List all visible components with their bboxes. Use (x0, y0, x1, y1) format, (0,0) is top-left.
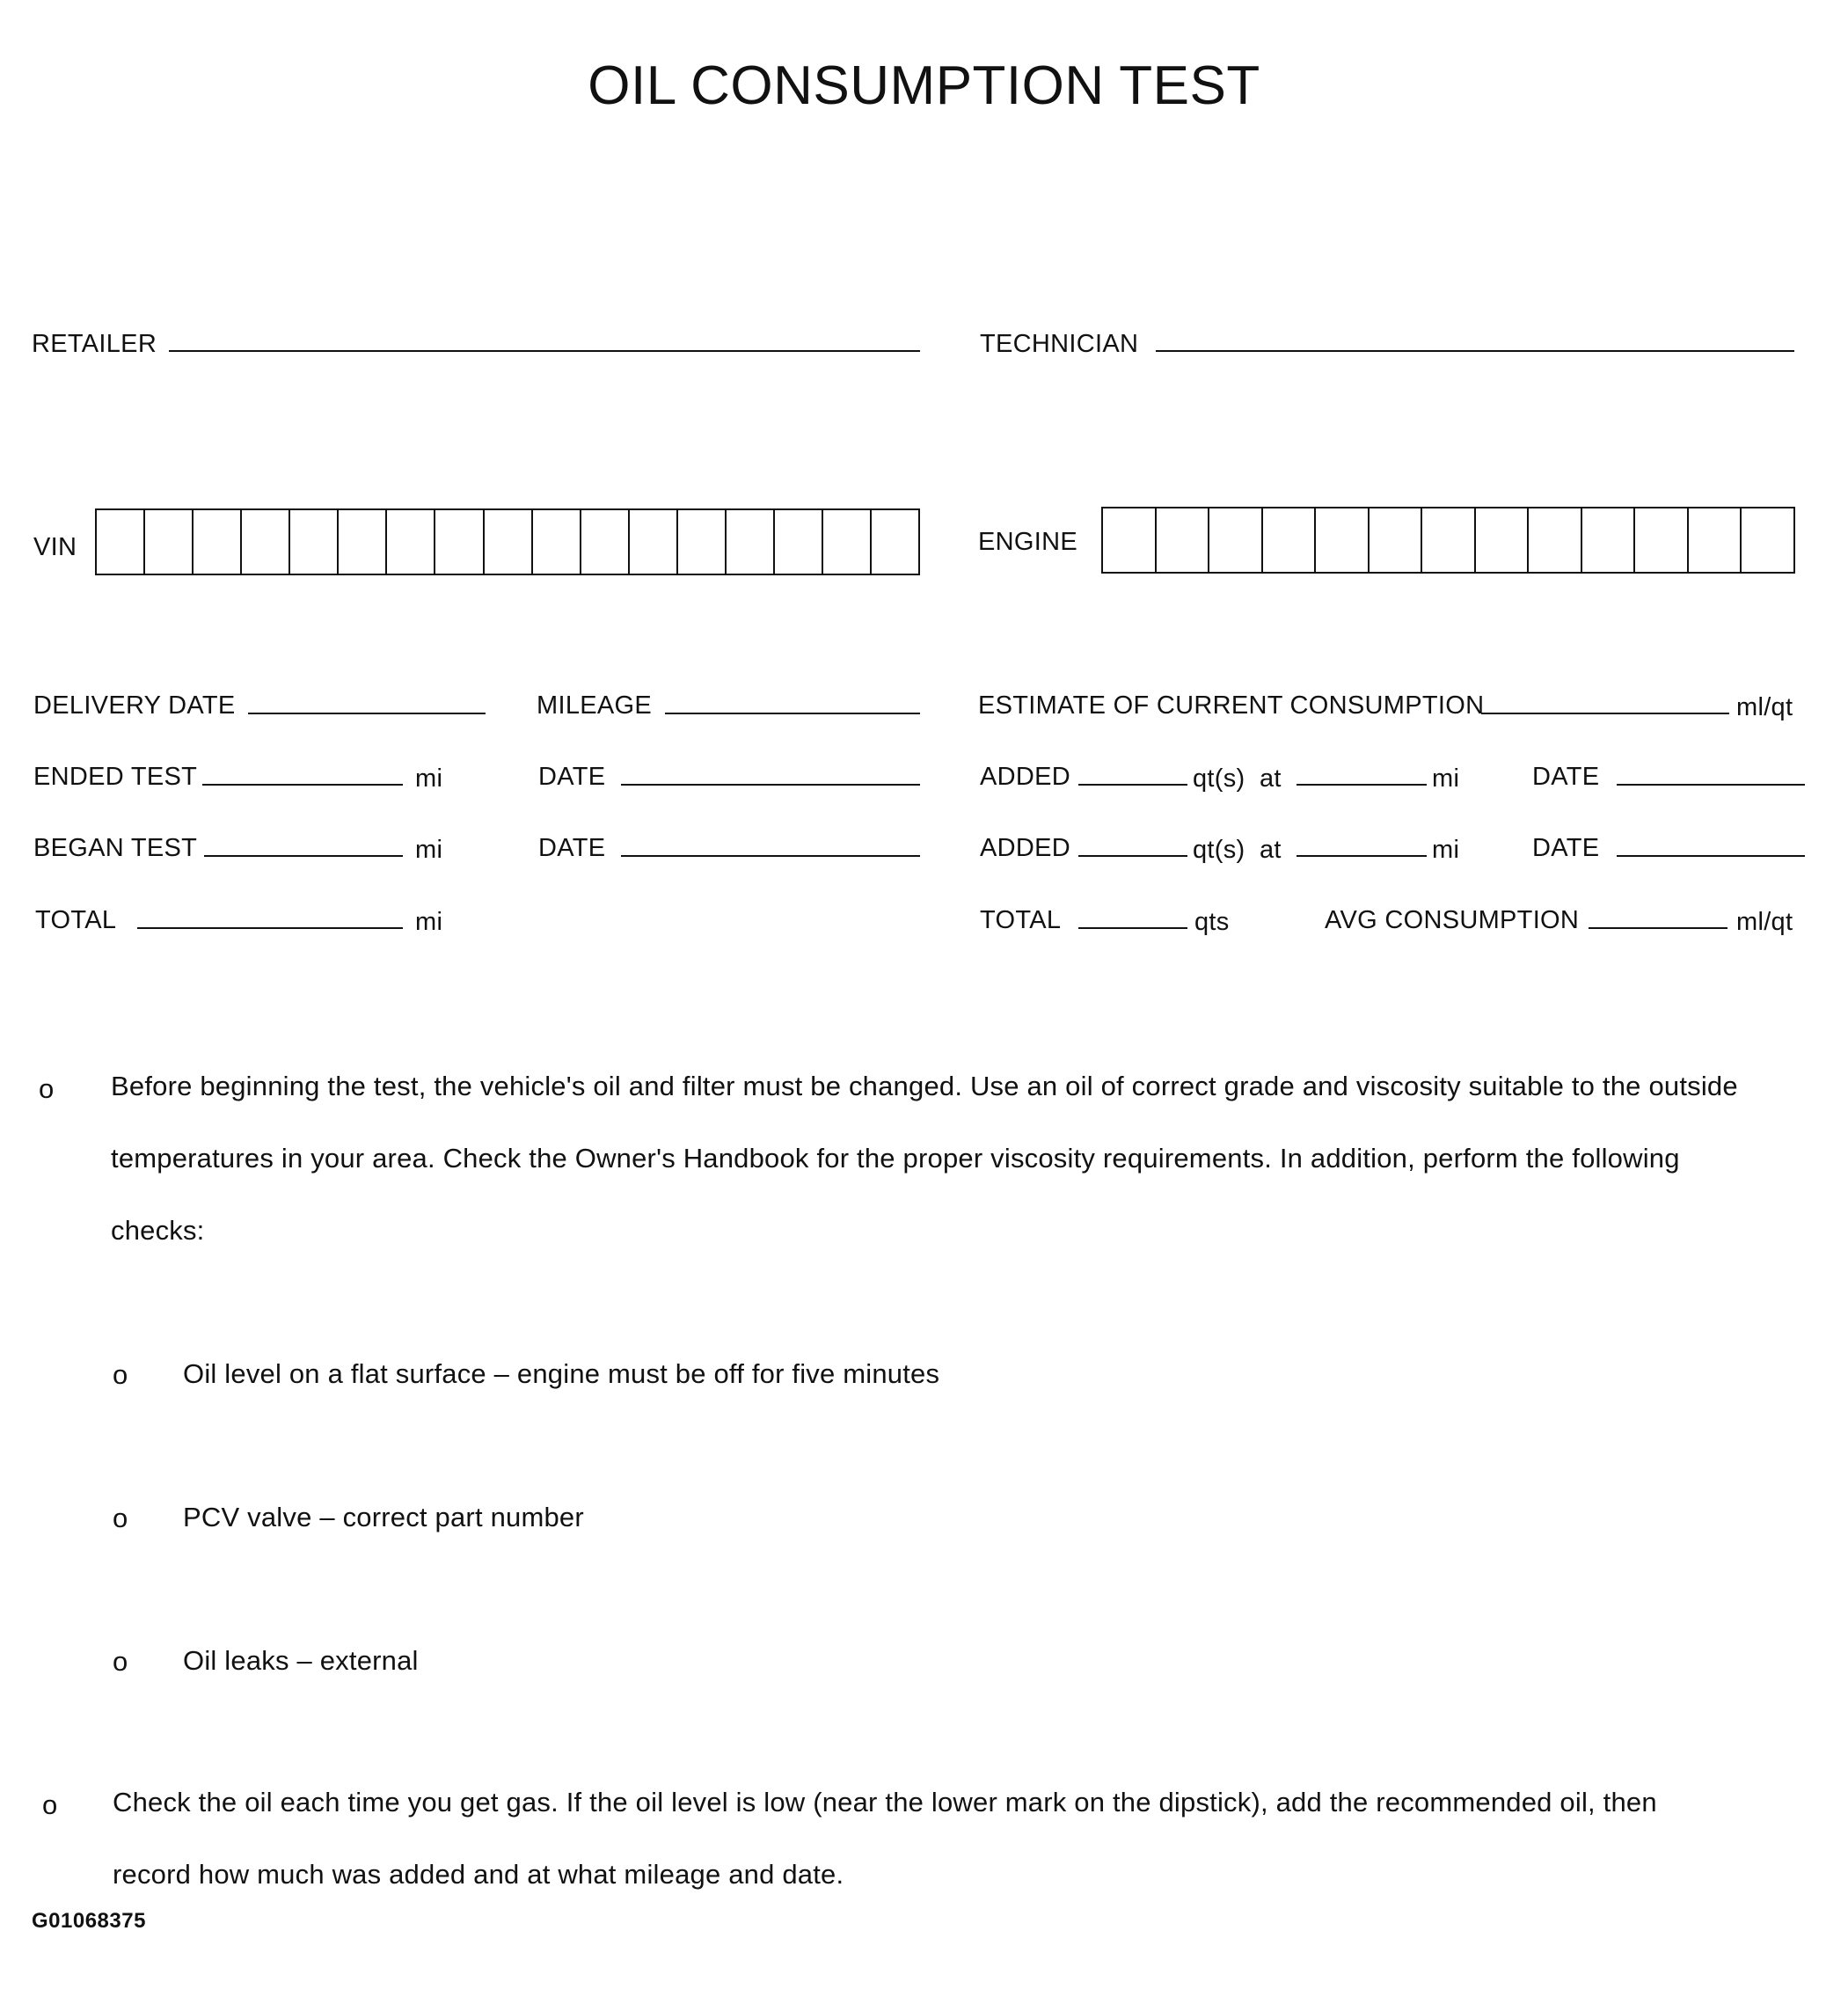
total-qts-label: TOTAL (980, 906, 1062, 934)
engine-box-13[interactable] (1742, 508, 1793, 572)
retailer-field[interactable] (169, 350, 920, 352)
estimate-unit: ml/qt (1736, 693, 1793, 721)
total-miles-unit: mi (415, 908, 443, 936)
vin-label: VIN (33, 533, 77, 561)
vin-box-14[interactable] (727, 510, 775, 574)
vin-box-10[interactable] (533, 510, 581, 574)
bullet-sub2: o (113, 1503, 128, 1533)
began-date-field[interactable] (621, 855, 920, 857)
added1-miles-unit: mi (1432, 764, 1460, 793)
vin-box-13[interactable] (678, 510, 727, 574)
engine-box-5[interactable] (1316, 508, 1370, 572)
added1-miles-field[interactable] (1297, 784, 1427, 786)
began-test-label: BEGAN TEST (33, 834, 198, 862)
total-qts-field[interactable] (1078, 927, 1187, 929)
p1-line-1: Before beginning the test, the vehicle's oil and filter must be changed. Use an oil of correct grade and viscosity suitable to the outside (111, 1071, 1738, 1101)
ended-test-unit: mi (415, 764, 443, 793)
estimate-label: ESTIMATE OF CURRENT CONSUMPTION (978, 691, 1485, 720)
vin-box-5[interactable] (290, 510, 339, 574)
bullet-sub3: o (113, 1646, 128, 1677)
avg-consumption-field[interactable] (1589, 927, 1727, 929)
began-test-unit: mi (415, 836, 443, 864)
delivery-date-label: DELIVERY DATE (33, 691, 236, 720)
avg-consumption-label: AVG CONSUMPTION (1325, 906, 1580, 934)
vin-box-15[interactable] (775, 510, 823, 574)
vin-box-12[interactable] (630, 510, 678, 574)
p2-line-1: Check the oil each time you get gas. If the oil level is low (near the lower mark on the dipstick), add the recommended oil, then (113, 1787, 1657, 1817)
retailer-label: RETAILER (32, 330, 157, 358)
ended-date-label: DATE (538, 763, 606, 791)
bullet-sub1: o (113, 1359, 128, 1390)
engine-box-10[interactable] (1582, 508, 1636, 572)
added1-date-label: DATE (1532, 763, 1600, 791)
p1-line-3: checks: (111, 1215, 205, 1246)
added2-miles-unit: mi (1432, 836, 1460, 864)
added1-qty-unit: qt(s) (1193, 764, 1245, 793)
added2-miles-field[interactable] (1297, 855, 1427, 857)
instruction-paragraph-2 (113, 1766, 1810, 1911)
added1-label: ADDED (980, 763, 1071, 791)
engine-box-4[interactable] (1263, 508, 1317, 572)
vin-box-16[interactable] (823, 510, 872, 574)
ended-date-field[interactable] (621, 784, 920, 786)
vin-boxes[interactable] (95, 508, 920, 575)
began-date-label: DATE (538, 834, 606, 862)
vin-box-11[interactable] (581, 510, 630, 574)
began-test-field[interactable] (204, 855, 403, 857)
vin-box-17[interactable] (872, 510, 918, 574)
p2-line-2: record how much was added and at what mileage and date. (113, 1859, 844, 1890)
vin-box-7[interactable] (387, 510, 435, 574)
added2-qty-unit: qt(s) (1193, 836, 1245, 864)
total-qts-unit: qts (1194, 908, 1230, 936)
engine-box-8[interactable] (1476, 508, 1530, 572)
engine-box-6[interactable] (1370, 508, 1423, 572)
bullet-p1: o (39, 1073, 55, 1104)
instruction-paragraph-1 (111, 1050, 1808, 1267)
added2-date-label: DATE (1532, 834, 1600, 862)
engine-box-7[interactable] (1422, 508, 1476, 572)
sub-item-oil-level: Oil level on a flat surface – engine must be off for five minutes (183, 1358, 940, 1389)
technician-label: TECHNICIAN (980, 330, 1139, 358)
engine-box-12[interactable] (1689, 508, 1742, 572)
added2-date-field[interactable] (1617, 855, 1805, 857)
added1-at: at (1260, 764, 1282, 793)
vin-box-4[interactable] (242, 510, 290, 574)
avg-consumption-unit: ml/qt (1736, 908, 1793, 936)
sub-item-oil-leaks: Oil leaks – external (183, 1645, 419, 1676)
page-title: OIL CONSUMPTION TEST (588, 55, 1260, 116)
vin-box-3[interactable] (194, 510, 242, 574)
vin-box-9[interactable] (485, 510, 533, 574)
p1-line-2: temperatures in your area. Check the Owner's Handbook for the proper viscosity requirements. In addition, perform the following (111, 1143, 1680, 1174)
total-miles-label: TOTAL (35, 906, 117, 934)
sub-item-pcv-valve: PCV valve – correct part number (183, 1502, 584, 1532)
estimate-field[interactable] (1481, 713, 1729, 714)
engine-box-9[interactable] (1529, 508, 1582, 572)
engine-box-2[interactable] (1157, 508, 1210, 572)
vin-box-2[interactable] (145, 510, 194, 574)
added1-date-field[interactable] (1617, 784, 1805, 786)
vin-box-8[interactable] (435, 510, 484, 574)
added2-qty-field[interactable] (1078, 855, 1187, 857)
vin-box-6[interactable] (339, 510, 387, 574)
added2-at: at (1260, 836, 1282, 864)
delivery-date-field[interactable] (248, 713, 486, 714)
engine-box-1[interactable] (1103, 508, 1157, 572)
technician-field[interactable] (1156, 350, 1794, 352)
added1-qty-field[interactable] (1078, 784, 1187, 786)
ended-test-label: ENDED TEST (33, 763, 198, 791)
engine-boxes[interactable] (1101, 507, 1795, 574)
ended-test-field[interactable] (202, 784, 403, 786)
engine-label: ENGINE (978, 528, 1077, 556)
total-miles-field[interactable] (137, 927, 403, 929)
engine-box-11[interactable] (1635, 508, 1689, 572)
bullet-p2: o (42, 1789, 58, 1820)
mileage-label: MILEAGE (537, 691, 653, 720)
mileage-field[interactable] (665, 713, 920, 714)
engine-box-3[interactable] (1209, 508, 1263, 572)
added2-label: ADDED (980, 834, 1071, 862)
figure-code: G01068375 (32, 1909, 146, 1933)
vin-box-1[interactable] (97, 510, 145, 574)
